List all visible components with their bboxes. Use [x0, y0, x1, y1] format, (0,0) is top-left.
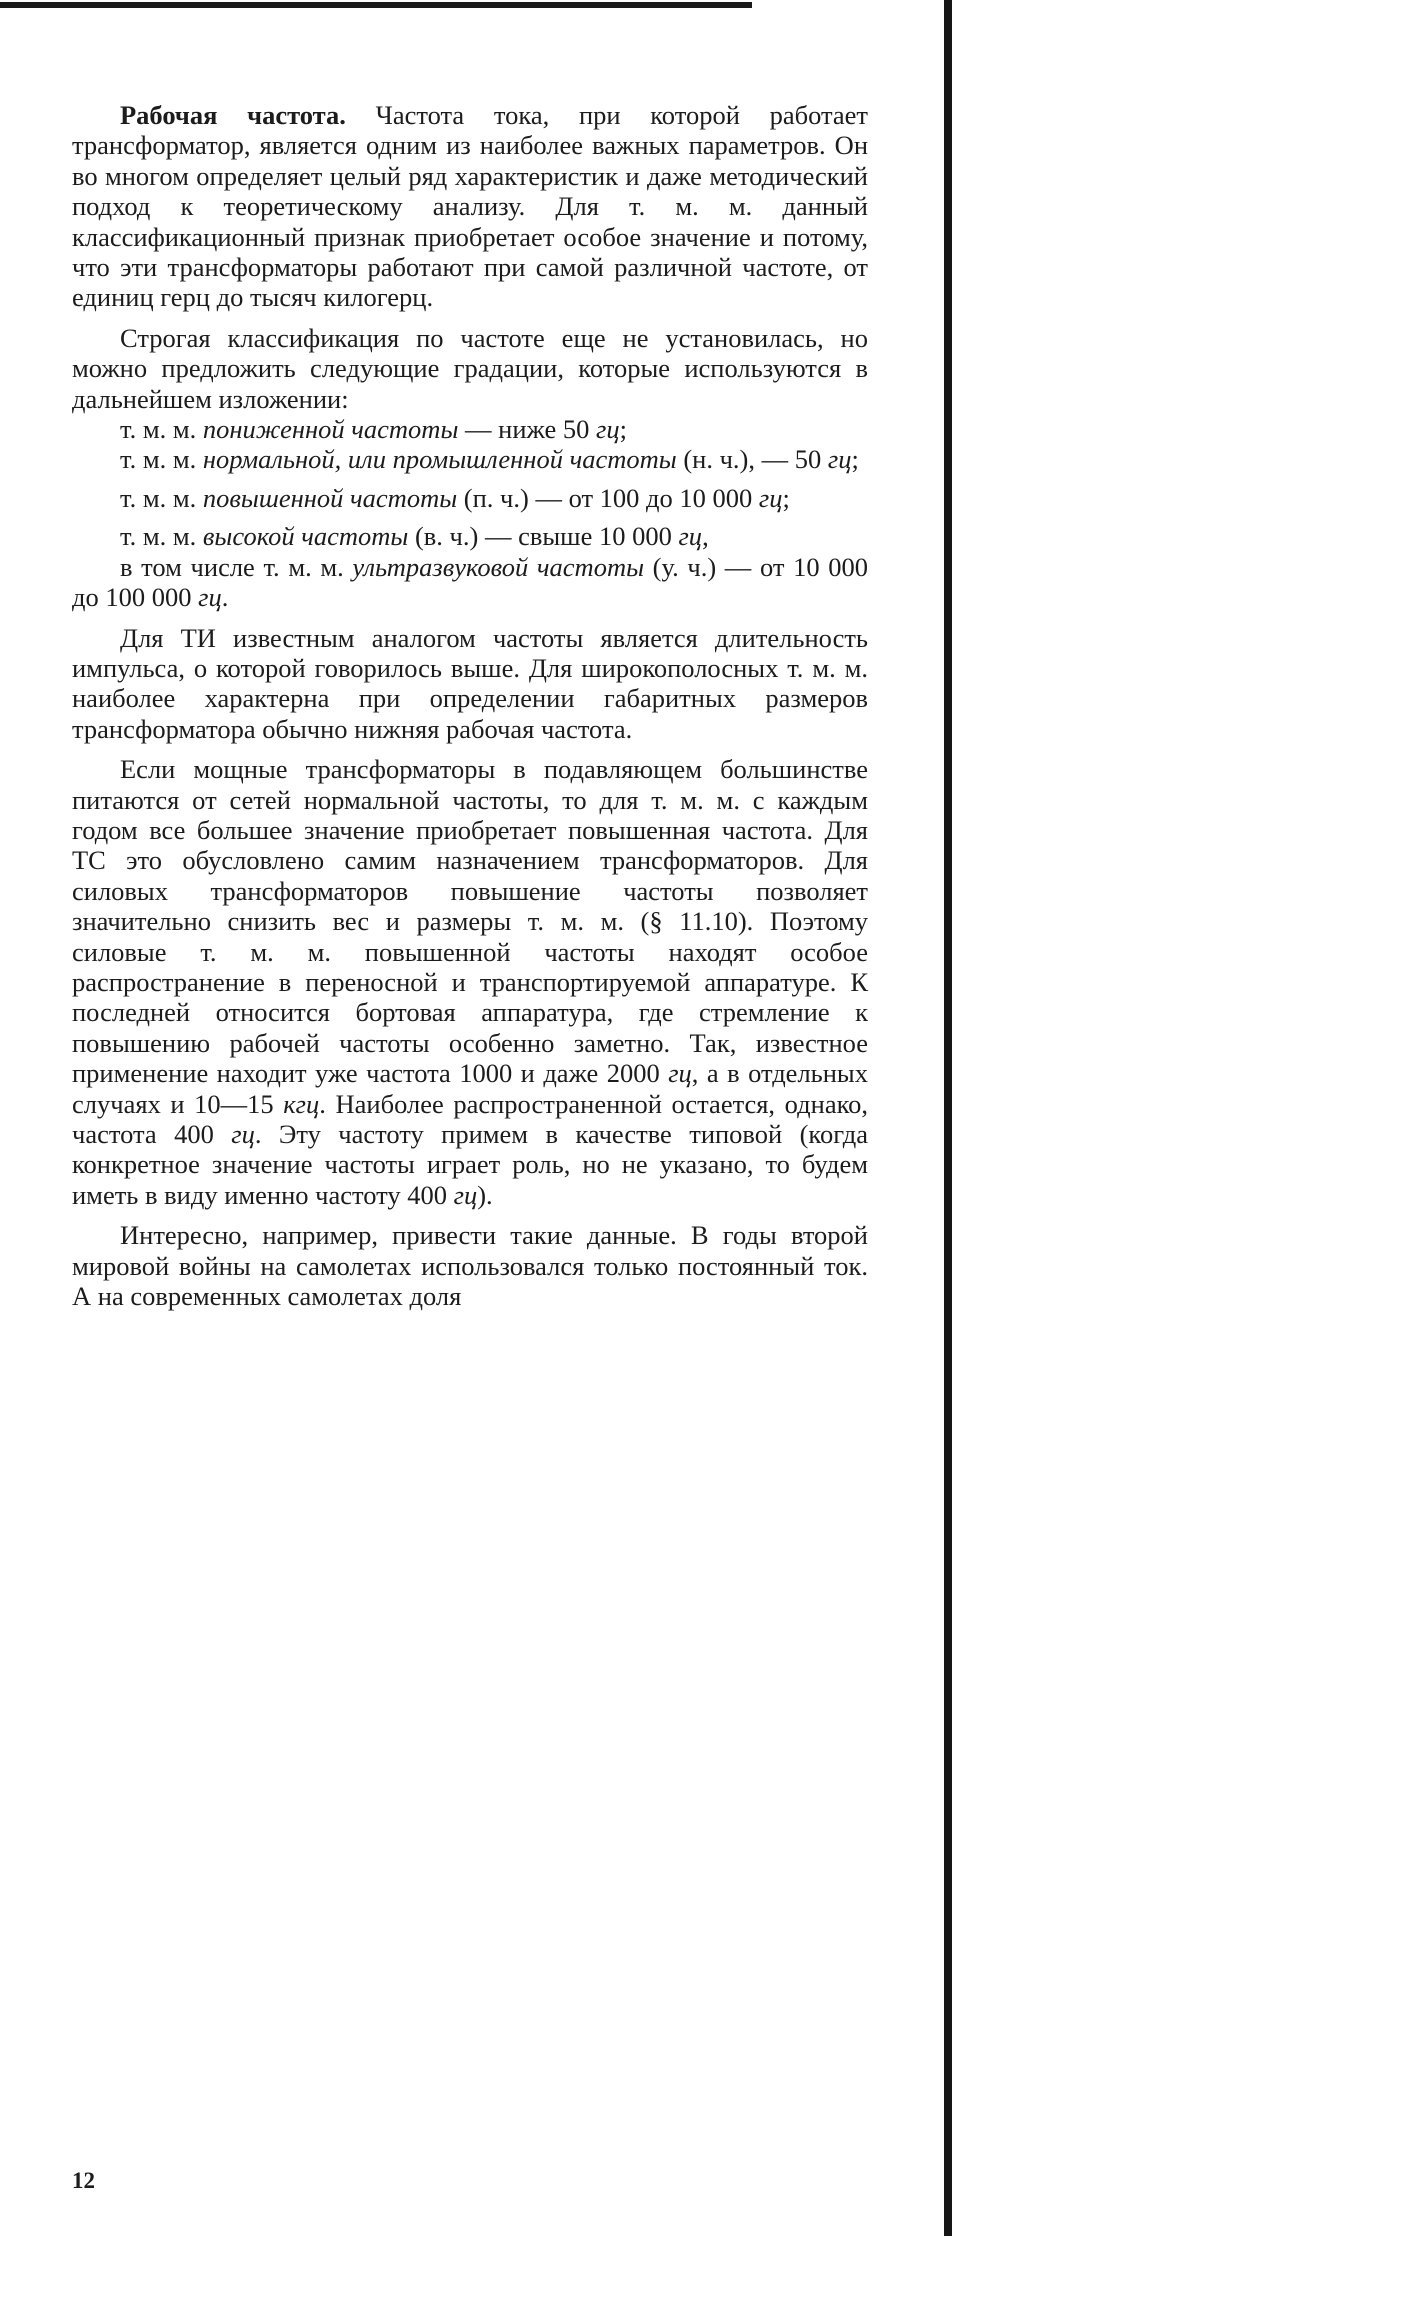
page-number: 12 — [72, 2168, 95, 2193]
unit: гц — [668, 1058, 692, 1089]
gradation-term: пониженной частоты — [202, 414, 459, 445]
unit: гц — [231, 1119, 255, 1149]
gradation-rest: (н. ч.), — 50 — [676, 444, 828, 475]
text-run: , а в отдельных случаях и 10—15 — [72, 1058, 868, 1119]
gradation-end: . — [221, 582, 229, 613]
gradation-item — [72, 483, 868, 513]
gradation-rest: — ниже 50 — [458, 414, 596, 445]
gradation-item — [72, 414, 868, 444]
paragraph-classification: Строгая классификация по частоте еще не установилась, но можно предложить следующие градации, которые используются в дальнейшем изложении: — [72, 322, 868, 414]
gradation-term: повышенной частоты — [202, 482, 458, 513]
paragraph-aircraft: Интересно, например, привести такие данные. В годы второй мировой войны на самолетах использовался только постоянный ток. А на современных самолетах доля — [72, 1220, 868, 1312]
gradation-unit: гц — [827, 444, 852, 475]
unit: гц — [453, 1179, 478, 1210]
gradation-term: ультразвуковой частоты — [352, 551, 645, 582]
text-run: . Наиболее распространенной остается, однако, частота 400 — [72, 1088, 868, 1149]
gradation-item — [72, 552, 868, 613]
gradation-end: ; — [619, 414, 627, 445]
text-run: . Эту частоту примем в качестве типовой (когда конкретное значение частоты играет роль, но не указано, то будем иметь в виду именно частоту 400 — [72, 1119, 869, 1210]
text-run: ). — [477, 1179, 493, 1210]
unit: кгц — [283, 1088, 320, 1119]
text-run: Если мощные трансформаторы в подавляющем большинстве питаются от сетей нормальной частоты, то для т. м. м. с каждым годом все большее значение приобретает повышенная частота. Для ТС это обусловлено самим назначением трансформаторов. Для силовых трансформаторов повышение частоты позволяет значительно снизить вес и размеры т. м. м. (§ 11.10). Поэтому силовые т. м. м. повышенной частоты находят особое распространение в переносной и транспортируемой аппаратуре. К последней относится бортовая аппаратура, где стремление к повышению рабочей частоты особенно заметно. Так, известное применение находит уже частота 1000 и даже 2000 — [72, 754, 868, 1089]
gradation-rest: (у. ч.) — от 10 000 до 100 000 — [72, 551, 868, 613]
paragraph-working-frequency — [72, 100, 868, 313]
gradation-item — [72, 521, 868, 551]
gradation-term: нормальной, или промышленной частоты — [202, 444, 677, 475]
gradation-end: ; — [782, 482, 790, 513]
gradation-prefix: т. м. м. — [120, 444, 203, 475]
gradation-unit: гц — [596, 414, 620, 445]
gradation-prefix: в том числе т. м. м. — [120, 551, 353, 582]
gradation-end: ; — [851, 444, 859, 475]
gradation-rest: (п. ч.) — от 100 до 10 000 — [457, 482, 759, 513]
paragraph-increased-frequency — [72, 754, 868, 1210]
gradation-term: высокой частоты — [202, 521, 409, 552]
paragraph-lead: Рабочая частота. — [120, 100, 346, 130]
right-edge-rule — [944, 0, 952, 2236]
gradation-rest: (в. ч.) — свыше 10 000 — [408, 521, 679, 552]
top-rule — [0, 2, 752, 8]
gradation-item — [72, 444, 868, 474]
gradation-unit: гц — [198, 582, 222, 613]
page-text — [72, 100, 868, 1311]
gradation-prefix: т. м. м. — [120, 482, 203, 513]
gradation-prefix: т. м. м. — [120, 414, 203, 445]
gradation-end: , — [702, 521, 709, 552]
gradation-unit: гц — [678, 521, 703, 552]
gradation-prefix: т. м. м. — [120, 521, 203, 552]
paragraph-text: Частота тока, при которой работает трансформатор, является одним из наиболее важных параметров. Он во многом определяет целый ряд характеристик и даже методический подход к теоретическому анализу. Для т. м. м. данный классификационный признак приобретает особое значение и потому, что эти трансформаторы работают при самой различной частоте, от единиц герц до тысяч килогерц. — [72, 100, 868, 313]
gradation-unit: гц — [758, 482, 783, 513]
paragraph-pulse-analog: Для ТИ известным аналогом частоты является длительность импульса, о которой говорилось выше. Для широкополосных т. м. м. наиболее характерна при определении габаритных размеров трансформатора обычно нижняя рабочая частота. — [72, 622, 868, 744]
